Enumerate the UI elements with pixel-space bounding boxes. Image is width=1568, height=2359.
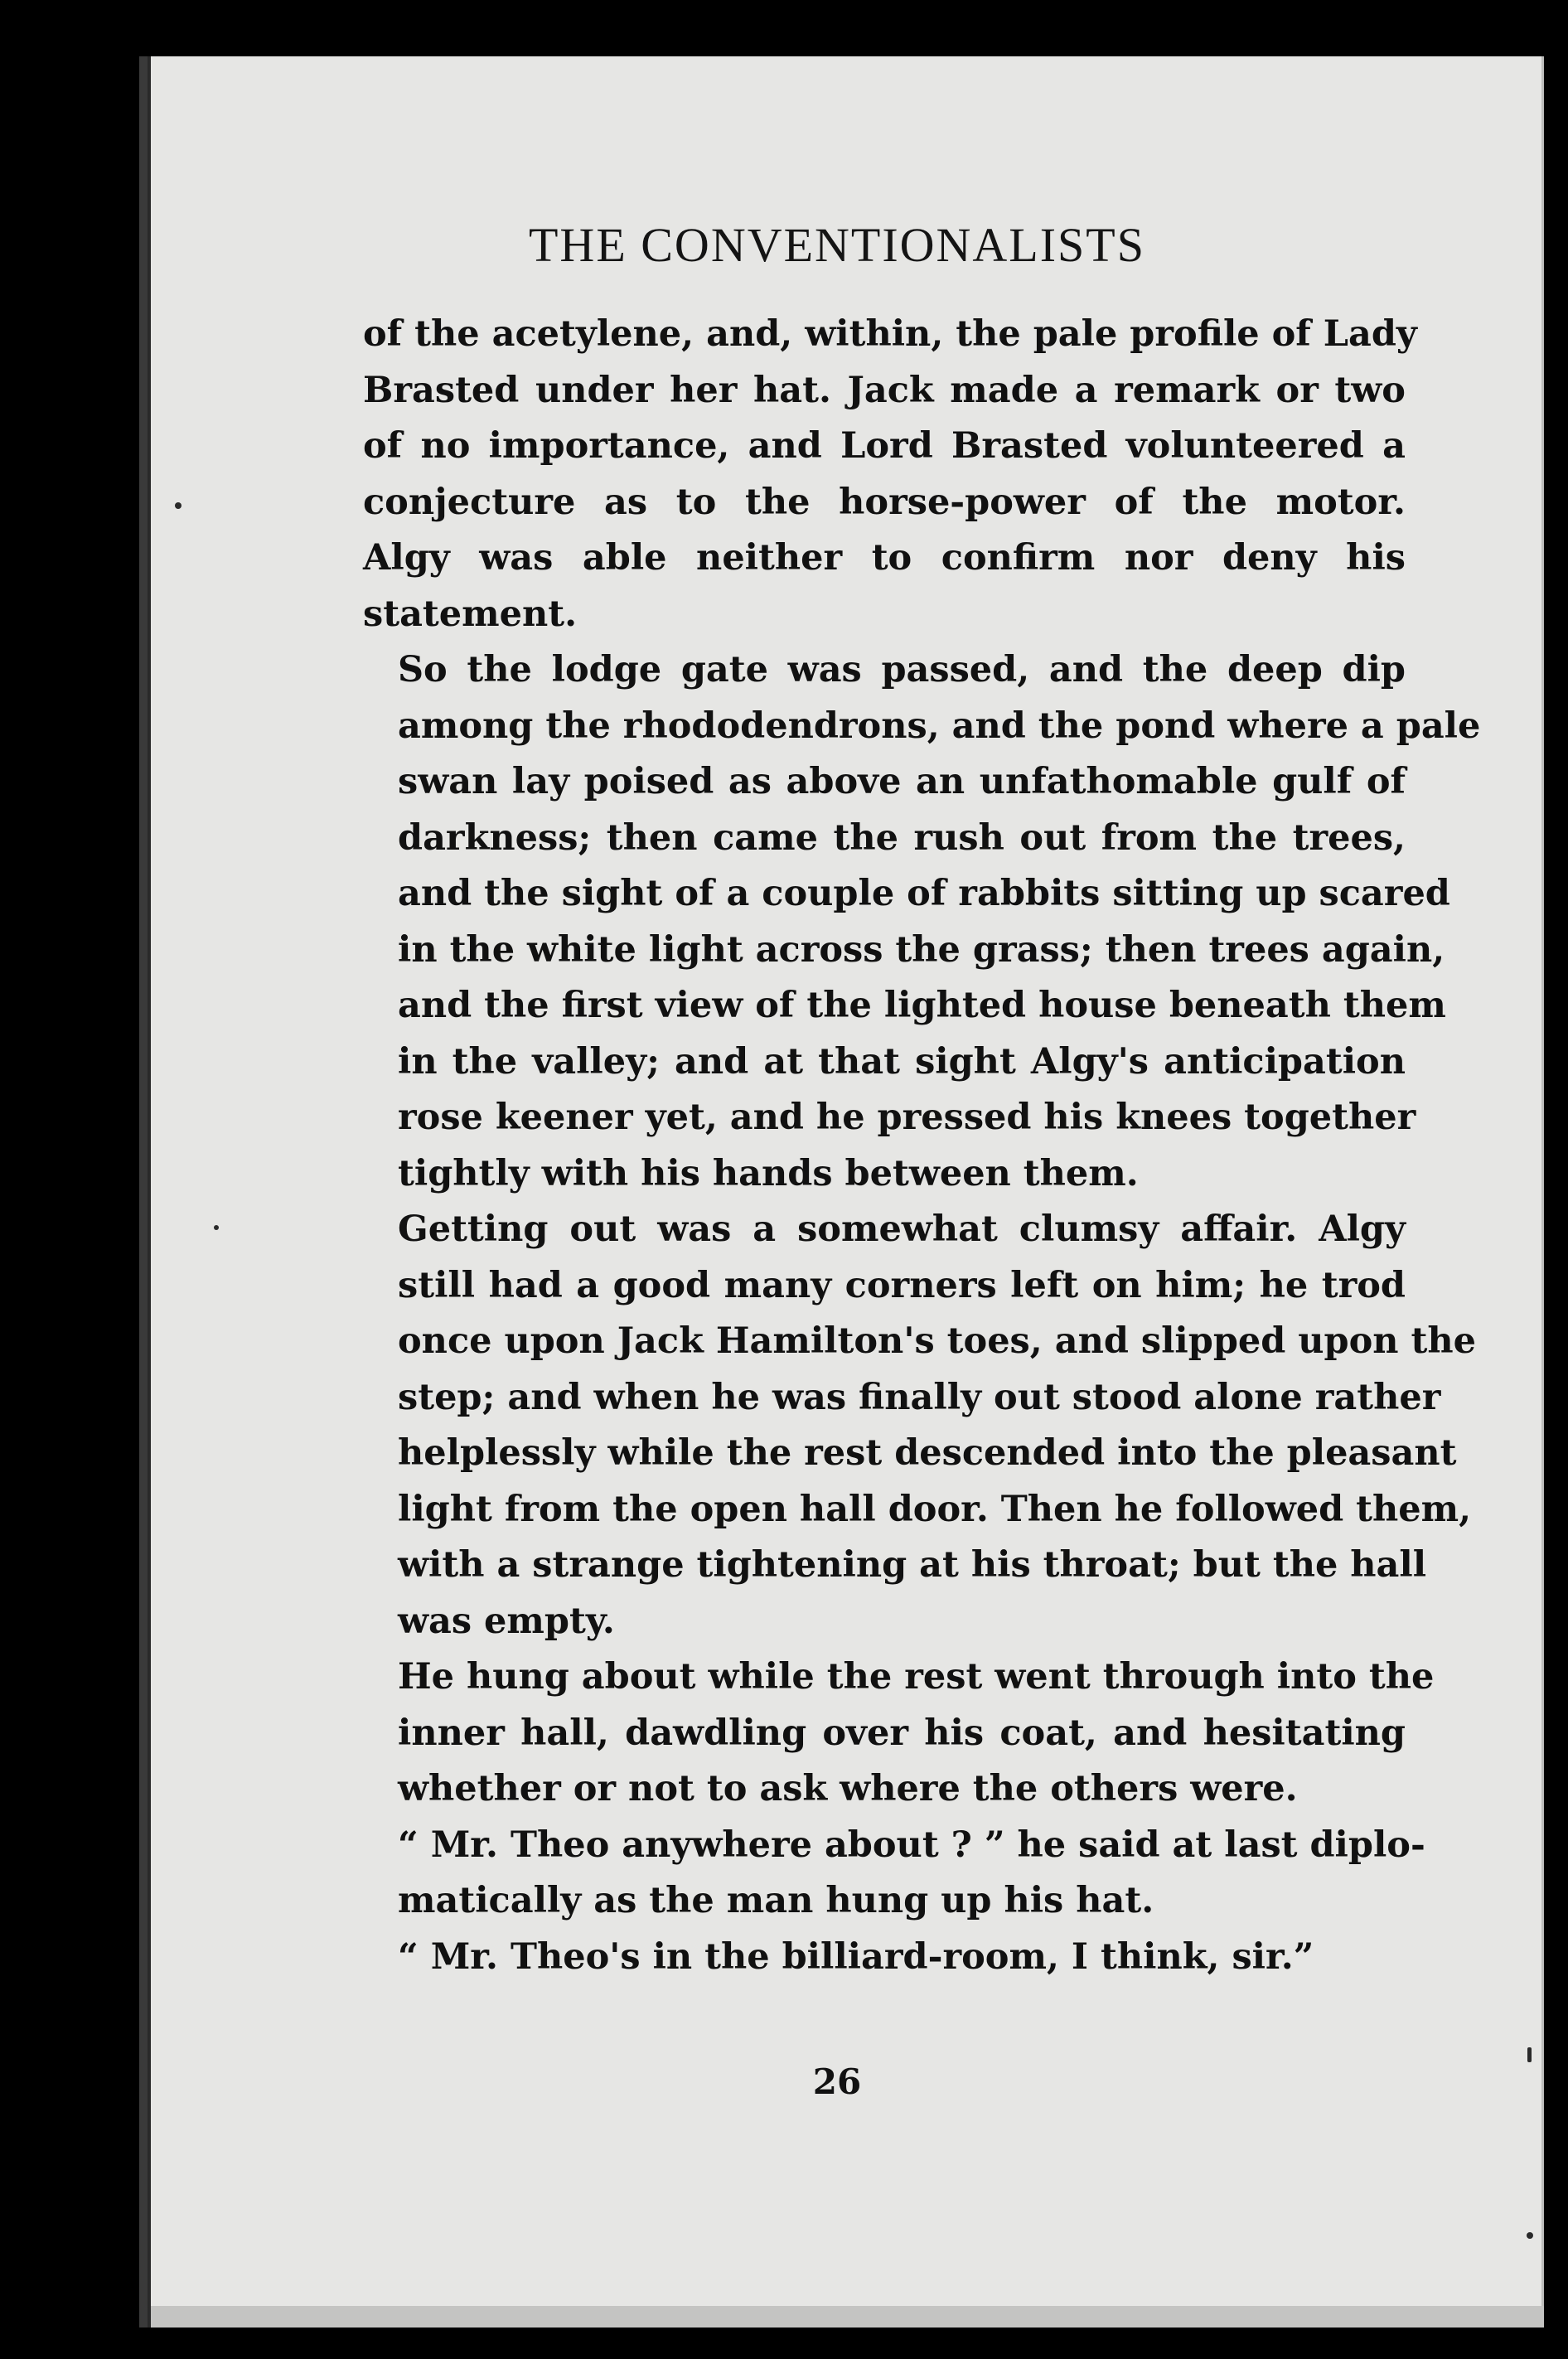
text-line: still had a good many corners left on him; he trod <box>398 1264 1406 1306</box>
text-line: in the valley; and at that sight Algy's anticipation <box>398 1040 1406 1083</box>
margin-speck <box>214 1225 219 1230</box>
paragraph <box>363 307 1417 642</box>
text-line: whether or not to ask where the others were. <box>398 1768 1298 1809</box>
text-line: Algy was able neither to confirm nor deny his <box>363 537 1406 579</box>
text-line: light from the open hall door. Then he followed them, <box>398 1488 1472 1530</box>
margin-speck <box>175 502 181 509</box>
text-line: Brasted under her hat. Jack made a remark or two <box>363 369 1406 411</box>
text-line: and the sight of a couple of rabbits sitting up scared <box>398 873 1450 914</box>
running-head: THE CONVENTIONALISTS <box>529 218 1145 272</box>
body-text <box>363 307 1481 1985</box>
text-line: once upon Jack Hamilton's toes, and slipped upon the <box>398 1320 1477 1362</box>
text-line: matically as the man hung up his hat. <box>398 1880 1154 1921</box>
paragraph <box>363 642 1481 1202</box>
text-line: “ Mr. Theo anywhere about ? ” he said at last diplo- <box>398 1824 1425 1866</box>
text-line: tightly with his hands between them. <box>398 1152 1139 1194</box>
text-line: He hung about while the rest went through into the <box>398 1656 1435 1698</box>
paragraph <box>363 1202 1477 1649</box>
text-line: step; and when he was finally out stood alone rather <box>398 1376 1441 1418</box>
text-line: statement. <box>363 593 578 635</box>
text-line: was empty. <box>398 1600 615 1642</box>
text-line: inner hall, dawdling over his coat, and hesitating <box>398 1712 1406 1754</box>
text-line: in the white light across the grass; then trees again, <box>398 928 1445 971</box>
text-line: “ Mr. Theo's in the billiard-room, I think, sir.” <box>398 1935 1314 1978</box>
text-line: So the lodge gate was passed, and the deep dip <box>398 649 1406 690</box>
margin-speck <box>1527 2047 1532 2062</box>
margin-speck <box>1527 2232 1533 2239</box>
page-binding-edge <box>139 56 148 2328</box>
text-line: swan lay poised as above an unfathomable gulf of <box>398 761 1406 802</box>
text-line: darkness; then came the rush out from the trees, <box>398 816 1406 859</box>
page-number: 26 <box>812 2061 862 2102</box>
text-line: among the rhododendrons, and the pond where a pale <box>398 705 1481 747</box>
text-line: conjecture as to the horse-power of the motor. <box>363 481 1406 523</box>
paragraph <box>363 1818 1425 1930</box>
paragraph <box>363 1930 1406 1986</box>
text-line: helplessly while the rest descended into the pleasant <box>398 1432 1457 1474</box>
text-line: Getting out was a somewhat clumsy affair. Algy <box>398 1209 1406 1250</box>
text-line: and the first view of the lighted house beneath them <box>398 985 1446 1026</box>
text-line: of the acetylene, and, within, the pale profile of Lady <box>363 313 1417 355</box>
paragraph <box>363 1649 1435 1818</box>
text-line: with a strange tightening at his throat; but the hall <box>398 1544 1427 1586</box>
text-line: rose keener yet, and he pressed his knees together <box>398 1097 1416 1138</box>
text-line: of no importance, and Lord Brasted volunteered a <box>363 425 1406 467</box>
